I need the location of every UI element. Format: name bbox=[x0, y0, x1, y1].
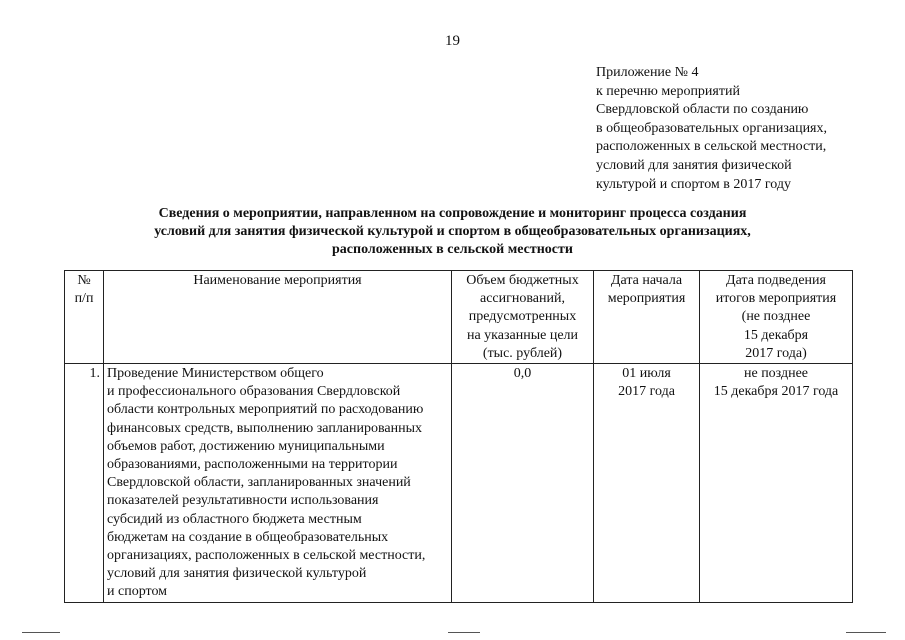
header-end-date: Дата подведения итогов мероприятия (не позднее 15 декабря 2017 года) bbox=[700, 271, 853, 364]
title-line: условий для занятия физической культурой и спортом в общеобразовательных организациях, bbox=[154, 224, 751, 239]
appendix-line: в общеобразовательных организациях, bbox=[596, 120, 827, 136]
header-budget: Объем бюджетных ассигнований, предусмотренных на указанные цели (тыс. рублей) bbox=[452, 271, 594, 364]
appendix-line: культурой и спортом в 2017 году bbox=[596, 176, 792, 192]
header-number: № п/п bbox=[65, 271, 104, 364]
row-number: 1. bbox=[65, 364, 104, 603]
page-number: 19 bbox=[445, 33, 460, 49]
document-title bbox=[0, 205, 905, 259]
events-table bbox=[64, 270, 853, 603]
title-line: расположенных в сельской местности bbox=[332, 242, 573, 257]
scan-edge-mark bbox=[22, 632, 60, 633]
row-event-name: Проведение Министерством общего и профессионального образования Свердловской области контрольных мероприятий по расходованию финансовых средств, выполнению запланированных объемов работ, достижению муниципальными образованиями, расположенными на территории Свердловской области, запланированных значений показателей результативности использования субсидий из областного бюджета местным бюджетам на создание в общеобразовательных организациях, расположенных в сельской местности, условий для занятия физической культурой и спортом bbox=[104, 364, 452, 603]
appendix-line: условий для занятия физической bbox=[596, 157, 792, 173]
header-start-date: Дата начала мероприятия bbox=[594, 271, 700, 364]
appendix-line: Приложение № 4 bbox=[596, 65, 699, 80]
table-header-row bbox=[65, 271, 853, 364]
scan-edge-mark bbox=[846, 632, 886, 633]
appendix-line: Свердловской области по созданию bbox=[596, 102, 809, 118]
scan-edge-mark bbox=[448, 632, 480, 633]
appendix-line: расположенных в сельской местности, bbox=[596, 139, 827, 155]
appendix-reference bbox=[596, 64, 827, 194]
header-name: Наименование мероприятия bbox=[104, 271, 452, 364]
row-start-date: 01 июля 2017 года bbox=[594, 364, 700, 603]
table-row bbox=[65, 364, 853, 603]
row-end-date: не позднее 15 декабря 2017 года bbox=[700, 364, 853, 603]
appendix-line: к перечню мероприятий bbox=[596, 83, 740, 99]
title-line: Сведения о мероприятии, направленном на сопровождение и мониторинг процесса создания bbox=[158, 206, 747, 221]
row-budget: 0,0 bbox=[452, 364, 594, 603]
